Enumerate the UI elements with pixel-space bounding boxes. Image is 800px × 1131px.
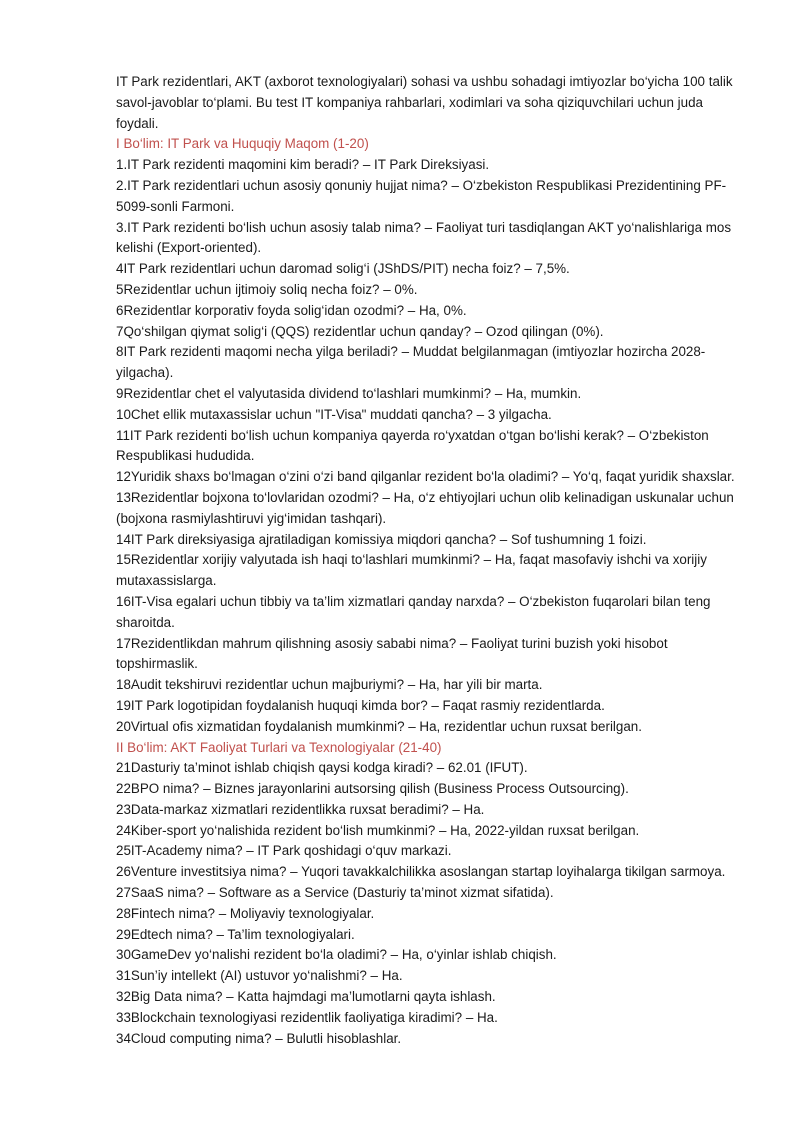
qa-item: 6Rezidentlar korporativ foyda solig‘idan ozodmi? – Ha, 0%. — [116, 302, 467, 318]
qa-item: 21Dasturiy ta’minot ishlab chiqish qaysi kodga kiradi? – 62.01 (IFUT). — [116, 760, 528, 776]
qa-item: 33Blockchain texnologiyasi rezidentlik faoliyatiga kiradimi? – Ha. — [116, 1009, 498, 1025]
qa-item: 23Data-markaz xizmatlari rezidentlikka ruxsat beradimi? – Ha. — [116, 801, 485, 817]
qa-item: 12Yuridik shaxs bo‘lmagan o‘zini o‘zi band qilganlar rezident bo‘la oladimi? – Yo‘q, faqat yuridik shaxslar. — [116, 469, 735, 485]
qa-item: 17Rezidentlikdan mahrum qilishning asosiy sababi nima? – Faoliyat turini buzish yoki hisobot topshirmaslik. — [116, 635, 668, 672]
qa-item: 14IT Park direksiyasiga ajratiladigan komissiya miqdori qancha? – Sof tushumning 1 foizi. — [116, 531, 647, 547]
qa-item: 8IT Park rezidenti maqomi necha yilga beriladi? – Muddat belgilanmagan (imtiyozlar hozircha 2028-yilgacha). — [116, 344, 706, 381]
qa-item: 10Chet ellik mutaxassislar uchun "IT-Visa" muddati qancha? – 3 yilgacha. — [116, 406, 552, 422]
qa-item: 15Rezidentlar xorijiy valyutada ish haqi to‘lashlari mumkinmi? – Ha, faqat masofaviy ishchi va xorijiy mutaxassislarga. — [116, 552, 707, 589]
qa-item: 16IT-Visa egalari uchun tibbiy va ta’lim xizmatlari qanday narxda? – O‘zbekiston fuqarolari bilan teng sharoitda. — [116, 593, 711, 630]
qa-item: 18Audit tekshiruvi rezidentlar uchun majburiymi? – Ha, har yili bir marta. — [116, 677, 543, 693]
qa-item: 32Big Data nima? – Katta hajmdagi ma’lumotlarni qayta ishlash. — [116, 989, 496, 1005]
qa-item: 31Sun’iy intellekt (AI) ustuvor yo‘nalishmi? – Ha. — [116, 968, 403, 984]
qa-item: 3.IT Park rezidenti bo‘lish uchun asosiy talab nima? – Faoliyat turi tasdiqlangan AKT yo‘nalishlariga mos kelishi (Export-oriented). — [116, 219, 732, 256]
qa-item: 22BPO nima? – Biznes jarayonlarini autsorsing qilish (Business Process Outsourcing). — [116, 781, 629, 797]
section-heading: II Bo‘lim: AKT Faoliyat Turlari va Texnologiyalar (21-40) — [116, 739, 442, 755]
qa-item: 29Edtech nima? – Ta’lim texnologiyalari. — [116, 926, 355, 942]
qa-item: 26Venture investitsiya nima? – Yuqori tavakkalchilikka asoslangan startap loyihalarga tikilgan sarmoya. — [116, 864, 726, 880]
qa-item: 19IT Park logotipidan foydalanish huquqi kimda bor? – Faqat rasmiy rezidentlarda. — [116, 697, 605, 713]
qa-item: 30GameDev yo‘nalishi rezident bo‘la oladimi? – Ha, o‘yinlar ishlab chiqish. — [116, 947, 557, 963]
qa-item: 4IT Park rezidentlari uchun daromad solig‘i (JShDS/PIT) necha foiz? – 7,5%. — [116, 261, 570, 277]
qa-item: 1.IT Park rezidenti maqomini kim beradi? – IT Park Direksiyasi. — [116, 157, 490, 173]
sections-container — [116, 134, 746, 1049]
document-page — [116, 72, 746, 1049]
qa-item: 11IT Park rezidenti bo‘lish uchun kompaniya qayerda ro‘yxatdan o‘tgan bo‘lishi kerak? – O‘zbekiston Respublikasi hududida. — [116, 427, 709, 464]
qa-item: 27SaaS nima? – Software as a Service (Dasturiy ta’minot xizmat sifatida). — [116, 885, 554, 901]
qa-item: 28Fintech nima? – Moliyaviy texnologiyalar. — [116, 905, 375, 921]
section-heading: I Bo‘lim: IT Park va Huquqiy Maqom (1-20) — [116, 136, 369, 152]
qa-item: 25IT-Academy nima? – IT Park qoshidagi o‘quv markazi. — [116, 843, 452, 859]
qa-item: 20Virtual ofis xizmatidan foydalanish mumkinmi? – Ha, rezidentlar uchun ruxsat berilgan. — [116, 718, 642, 734]
qa-item: 5Rezidentlar uchun ijtimoiy soliq necha foiz? – 0%. — [116, 281, 418, 297]
qa-item: 13Rezidentlar bojxona to‘lovlaridan ozodmi? – Ha, o‘z ehtiyojlari uchun olib kelinadigan uskunalar uchun (bojxona rasmiylashtiruvi yig‘imidan tashqari). — [116, 489, 734, 526]
qa-item: 7Qo‘shilgan qiymat solig‘i (QQS) rezidentlar uchun qanday? – Ozod qilingan (0%). — [116, 323, 604, 339]
qa-item: 24Kiber-sport yo‘nalishida rezident bo‘lish mumkinmi? – Ha, 2022-yildan ruxsat berilgan. — [116, 822, 640, 838]
intro-paragraph: IT Park rezidentlari, AKT (axborot texnologiyalari) sohasi va ushbu sohadagi imtiyozlar bo‘yicha 100 talik savol-javoblar to‘plami. Bu test IT kompaniya rahbarlari, xodimlari va soha qiziquvchilari uchun juda foydali. — [116, 74, 733, 131]
qa-item: 34Cloud computing nima? – Bulutli hisoblashlar. — [116, 1030, 402, 1046]
qa-item: 2.IT Park rezidentlari uchun asosiy qonuniy hujjat nima? – O‘zbekiston Respublikasi Prezidentining PF-5099-sonli Farmoni. — [116, 177, 727, 214]
qa-item: 9Rezidentlar chet el valyutasida dividend to‘lashlari mumkinmi? – Ha, mumkin. — [116, 385, 582, 401]
